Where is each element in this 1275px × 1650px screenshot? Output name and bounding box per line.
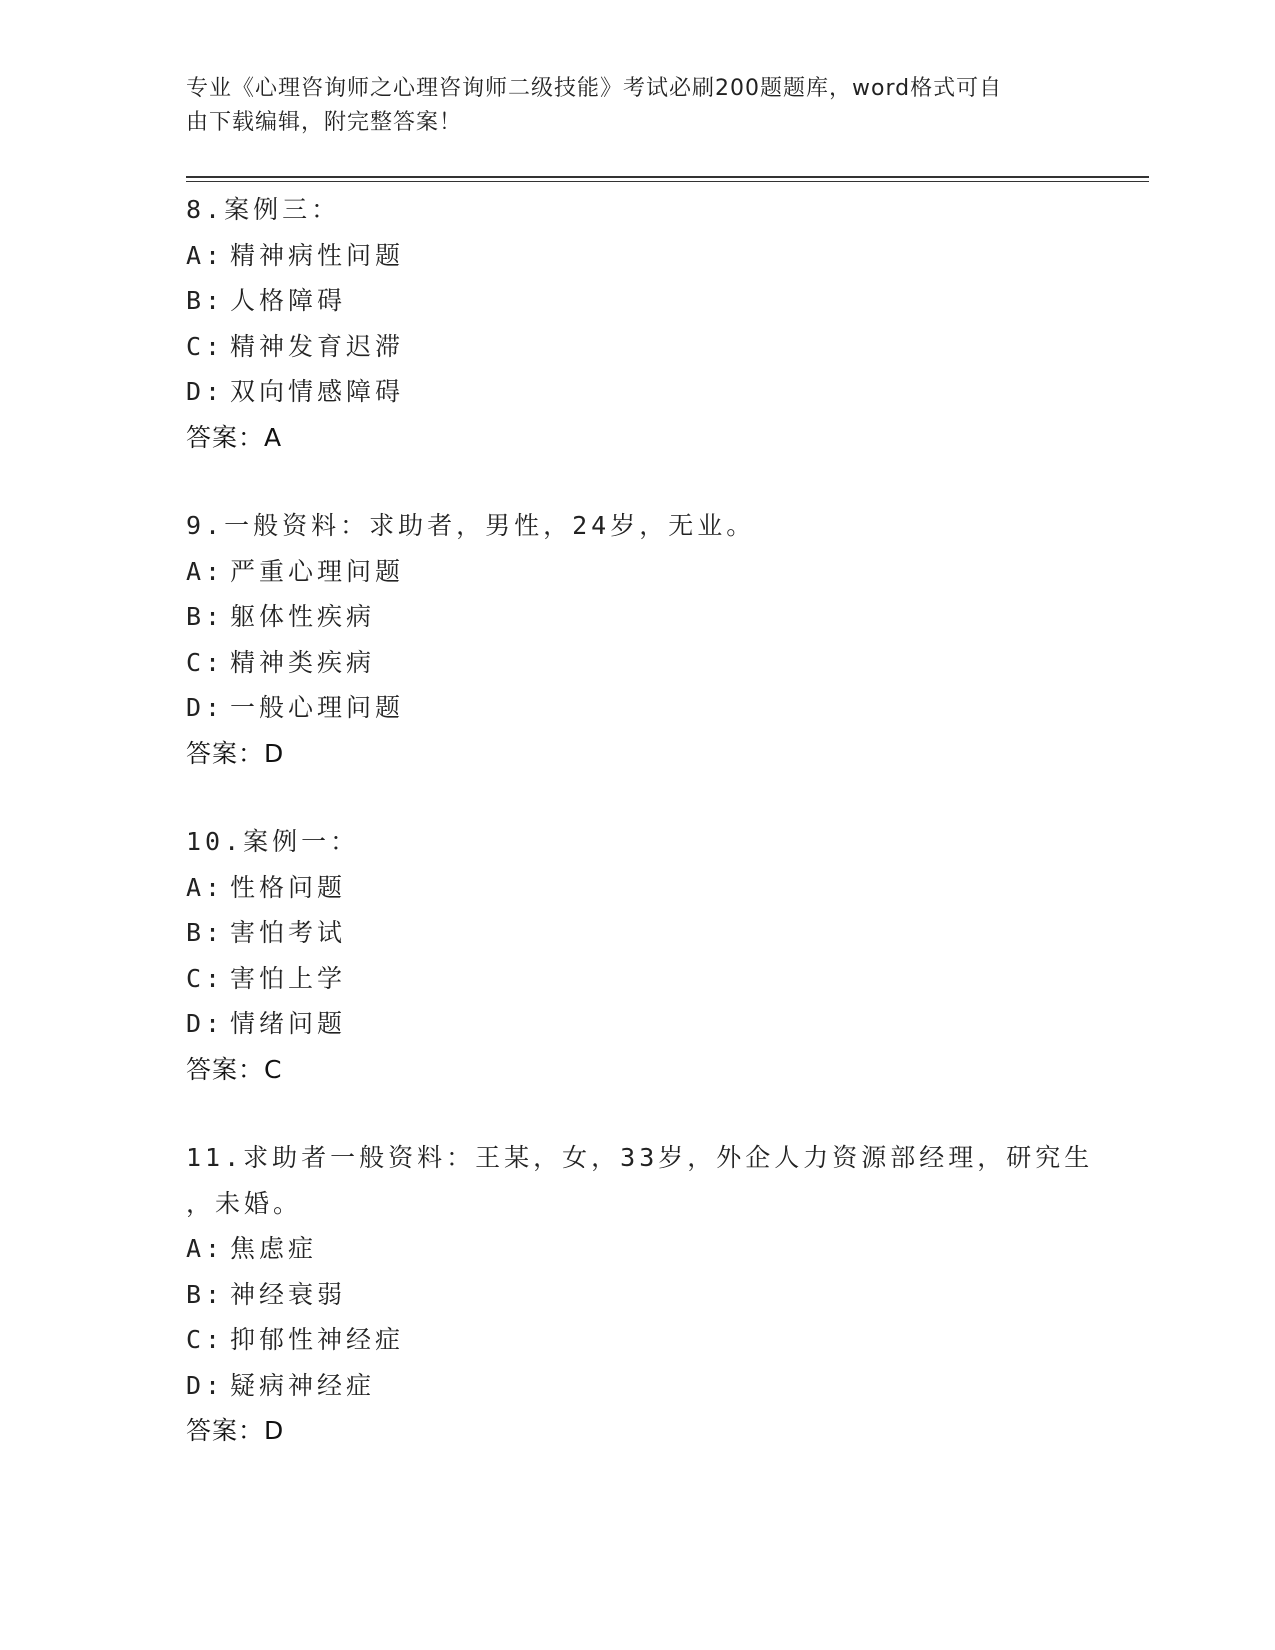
option-text: 疑病神经症 <box>230 1370 376 1400</box>
option-b <box>186 1272 1086 1318</box>
option-a <box>186 549 1086 595</box>
document-header <box>186 72 1066 140</box>
option-text: 焦虑症 <box>230 1234 318 1263</box>
answer-line: 答案：C <box>186 1054 283 1084</box>
question-stem: 8.案例三： <box>186 195 341 224</box>
question-8 <box>186 187 1086 460</box>
option-key: B: <box>186 286 225 315</box>
answer-line: 答案：D <box>186 738 285 768</box>
option-b <box>186 910 1086 956</box>
option-a <box>186 865 1086 911</box>
option-text: 躯体性疾病 <box>230 602 376 631</box>
question-9 <box>186 503 1086 776</box>
option-key: A: <box>186 1234 225 1263</box>
option-d <box>186 1001 1086 1047</box>
option-key: B: <box>186 918 225 947</box>
option-key: B: <box>186 1279 225 1309</box>
option-text: 害怕考试 <box>230 918 347 947</box>
question-stem-continuation: ，未婚。 <box>186 1188 303 1218</box>
option-key: C: <box>186 963 225 993</box>
header-line-2: 由下载编辑，附完整答案！ <box>186 110 463 135</box>
option-a <box>186 1226 1086 1272</box>
option-d <box>186 369 1086 415</box>
option-b <box>186 278 1086 324</box>
question-list <box>186 187 1094 1497</box>
option-text: 情绪问题 <box>230 1009 347 1038</box>
question-11 <box>186 1135 1094 1454</box>
option-d <box>186 1363 1086 1409</box>
option-text: 性格问题 <box>230 872 347 902</box>
question-stem: 11.求助者一般资料：王某，女，33岁，外企人力资源部经理，研究生 <box>186 1143 1094 1172</box>
option-text: 精神病性问题 <box>230 240 405 270</box>
option-c <box>186 956 1086 1002</box>
option-text: 抑郁性神经症 <box>230 1325 405 1354</box>
option-key: D: <box>186 1009 225 1038</box>
option-c <box>186 324 1086 370</box>
option-key: A: <box>186 556 225 586</box>
option-key: C: <box>186 331 225 361</box>
option-key: A: <box>186 240 225 270</box>
option-text: 人格障碍 <box>230 286 347 315</box>
option-key: D: <box>186 1370 225 1400</box>
option-d <box>186 685 1086 731</box>
header-divider <box>186 176 1149 182</box>
question-stem: 9.一般资料：求助者，男性，24岁，无业。 <box>186 511 756 540</box>
option-text: 严重心理问题 <box>230 556 405 586</box>
option-c <box>186 1317 1086 1363</box>
option-text: 一般心理问题 <box>230 693 405 722</box>
option-key: C: <box>186 647 225 677</box>
option-key: D: <box>186 693 225 722</box>
option-text: 精神类疾病 <box>230 647 376 677</box>
question-10 <box>186 819 1086 1092</box>
answer-line: 答案：A <box>186 422 283 452</box>
option-b <box>186 594 1086 640</box>
option-text: 双向情感障碍 <box>230 377 405 406</box>
option-key: D: <box>186 377 225 406</box>
option-text: 害怕上学 <box>230 963 347 993</box>
option-text: 神经衰弱 <box>230 1279 347 1309</box>
option-key: C: <box>186 1325 225 1354</box>
option-c <box>186 640 1086 686</box>
option-key: B: <box>186 602 225 631</box>
option-a <box>186 233 1086 279</box>
question-stem: 10.案例一： <box>186 827 360 856</box>
header-line-1: 专业《心理咨询师之心理咨询师二级技能》考试必刷200题题库，word格式可自 <box>186 76 1003 101</box>
option-key: A: <box>186 872 225 902</box>
answer-line: 答案：D <box>186 1416 285 1445</box>
option-text: 精神发育迟滞 <box>230 331 405 361</box>
